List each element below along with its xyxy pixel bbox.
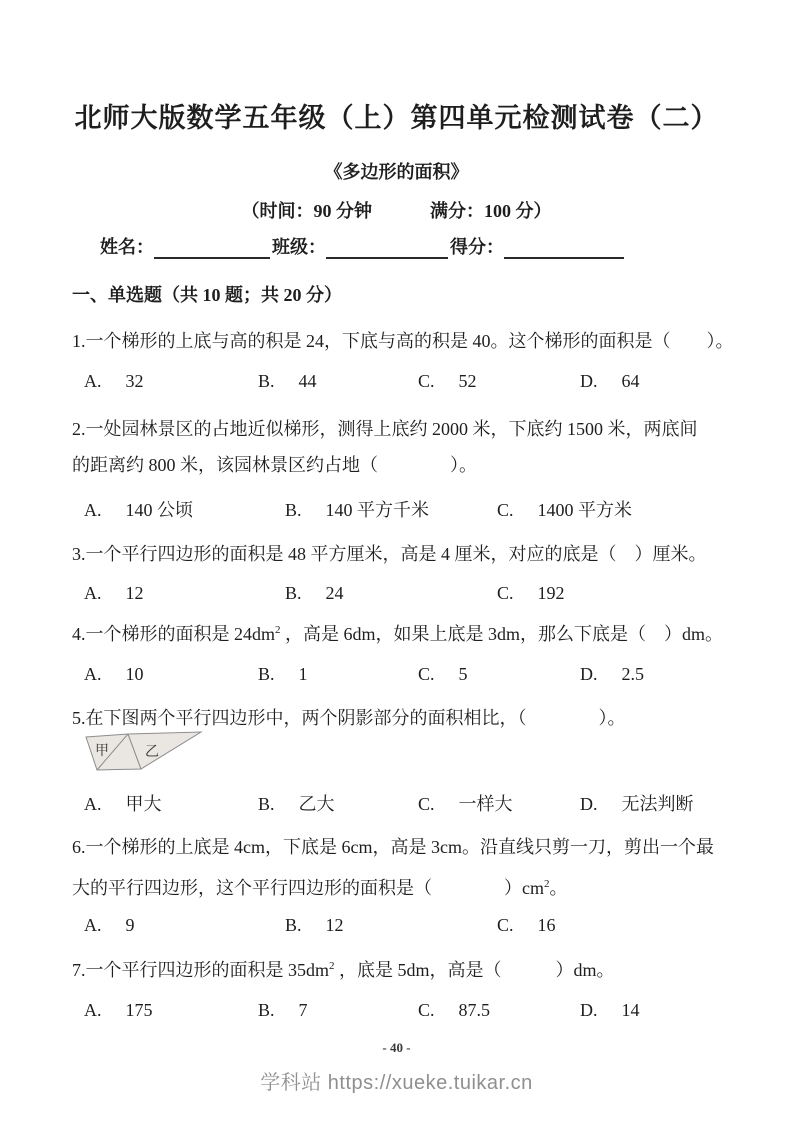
option-value: 1400 平方米 — [537, 500, 633, 520]
question-7-options — [0, 1000, 793, 1026]
question-3-option-b — [285, 583, 344, 604]
question-6-options — [0, 915, 793, 941]
question-7-line-b: ，底是 5dm，高是（ ）dm。 — [334, 960, 615, 980]
option-label: D. — [580, 1000, 598, 1020]
option-value: 175 — [125, 1000, 153, 1020]
question-1-options — [0, 371, 793, 397]
option-value: 44 — [298, 371, 317, 391]
option-value: 24 — [325, 583, 344, 603]
question-5-options — [0, 790, 793, 816]
option-label: A. — [84, 915, 102, 935]
question-5-option-d — [580, 790, 694, 816]
option-value: 无法判断 — [621, 794, 694, 814]
option-value: 32 — [125, 371, 144, 391]
question-4-line-b: ，高是 6dm，如果上底是 3dm，那么下底是（ ）dm。 — [280, 624, 724, 644]
superscript-2: 2 — [544, 878, 550, 890]
option-label: B. — [258, 1000, 275, 1020]
student-info-row — [100, 233, 760, 259]
superscript-2: 2 — [329, 960, 335, 972]
option-label: A. — [84, 583, 102, 603]
option-label: B. — [285, 500, 302, 520]
question-6-line2-a: 大的平行四边形，这个平行四边形的面积是（ ）cm — [72, 878, 544, 898]
option-label: C. — [497, 915, 514, 935]
option-value: 52 — [458, 371, 477, 391]
option-value: 7 — [298, 1000, 308, 1020]
option-label: B. — [285, 915, 302, 935]
option-label: A. — [84, 794, 102, 814]
class-blank-line — [326, 237, 448, 259]
option-label: C. — [418, 794, 435, 814]
option-label: B. — [285, 583, 302, 603]
question-3-options — [0, 583, 793, 609]
option-value: 64 — [621, 371, 640, 391]
question-6-line1: 6.一个梯形的上底是 4cm，下底是 6cm，高是 3cm。沿直线只剪一刀，剪出一个最 — [72, 837, 714, 857]
question-1-option-a — [84, 371, 144, 392]
question-2-line2: 的距离约 800 米，该园林景区约占地（ ）。 — [72, 455, 477, 475]
option-label: A. — [84, 664, 102, 684]
option-label: C. — [418, 371, 435, 391]
option-value: 192 — [537, 583, 565, 603]
option-value: 2.5 — [621, 664, 644, 684]
option-label: A. — [84, 371, 102, 391]
option-value: 12 — [125, 583, 144, 603]
option-label: B. — [258, 371, 275, 391]
question-1-option-b — [258, 371, 317, 392]
question-6-option-c — [497, 915, 556, 936]
option-value: 16 — [537, 915, 556, 935]
question-6-text-line1 — [72, 833, 762, 859]
question-2-option-a — [84, 496, 193, 522]
right-parallelogram-shape — [128, 732, 201, 769]
question-4-line-a: 4.一个梯形的面积是 24dm — [72, 624, 276, 644]
option-label: C. — [497, 583, 514, 603]
question-3-text — [72, 540, 762, 566]
option-value: 14 — [621, 1000, 640, 1020]
question-1-line: 1.一个梯形的上底与高的积是 24，下底与高的积是 40。这个梯形的面积是（ ）。 — [72, 331, 734, 351]
option-label: D. — [580, 664, 598, 684]
question-1-option-d — [580, 371, 640, 392]
option-label: D. — [580, 794, 598, 814]
question-6-option-b — [285, 915, 344, 936]
question-4-text — [72, 620, 762, 646]
option-label: A. — [84, 500, 102, 520]
question-5-line: 5.在下图两个平行四边形中，两个阴影部分的面积相比，（ ）。 — [72, 708, 626, 728]
question-5-parallelogram-figure — [66, 729, 216, 781]
question-2-text-line1 — [72, 415, 762, 441]
question-5-option-b — [258, 790, 335, 816]
option-value: 140 公顷 — [125, 500, 193, 520]
question-2-options — [0, 496, 793, 522]
option-value: 1 — [298, 664, 308, 684]
question-1-text — [72, 327, 762, 353]
question-7-line-a: 7.一个平行四边形的面积是 35dm — [72, 960, 329, 980]
exam-meta — [0, 197, 793, 223]
class-label: 班级： — [272, 237, 326, 257]
option-label: D. — [580, 371, 598, 391]
option-label: A. — [84, 1000, 102, 1020]
question-3-option-c — [497, 583, 565, 604]
option-label: B. — [258, 794, 275, 814]
name-label: 姓名： — [100, 237, 154, 257]
exam-time: （时间：90 分钟 — [241, 201, 372, 221]
label-yi: 乙 — [145, 745, 159, 760]
option-value: 9 — [125, 915, 135, 935]
question-4-option-b — [258, 664, 308, 685]
question-5-text — [72, 704, 762, 730]
question-7-option-c — [418, 1000, 490, 1021]
watermark-site-link: 学科站 https://xueke.tuikar.cn — [260, 1072, 533, 1094]
page-subtitle: 《多边形的面积》 — [324, 162, 469, 182]
label-jia: 甲 — [95, 744, 109, 759]
option-label: C. — [418, 1000, 435, 1020]
option-value: 140 平方千米 — [325, 500, 430, 520]
question-7-option-d — [580, 1000, 640, 1021]
option-value: 一样大 — [458, 794, 513, 814]
question-7-option-a — [84, 1000, 153, 1021]
question-6-option-a — [84, 915, 135, 936]
question-6-text-line2 — [72, 874, 762, 900]
question-7-option-b — [258, 1000, 308, 1021]
question-1-option-c — [418, 371, 477, 392]
option-value: 87.5 — [458, 1000, 491, 1020]
question-5-option-a — [84, 790, 162, 816]
section-heading: 一、单选题（共 10 题；共 20 分） — [72, 285, 342, 305]
question-2-option-b — [285, 496, 429, 522]
question-2-line1: 2.一处园林景区的占地近似梯形，测得上底约 2000 米，下底约 1500 米，两底间 — [72, 419, 698, 439]
name-blank-line — [154, 237, 270, 259]
question-6-line2-b: 。 — [549, 878, 568, 898]
question-4-option-d — [580, 664, 644, 685]
option-value: 乙大 — [298, 794, 335, 814]
option-value: 甲大 — [125, 794, 162, 814]
option-label: B. — [258, 664, 275, 684]
question-2-option-c — [497, 496, 632, 522]
question-4-option-a — [84, 664, 144, 685]
score-blank-line — [504, 237, 624, 259]
option-value: 10 — [125, 664, 144, 684]
exam-full-score: 满分：100 分） — [430, 201, 552, 221]
question-5-option-c — [418, 790, 513, 816]
page-title: 北师大版数学五年级（上）第四单元检测试卷（二） — [74, 103, 719, 133]
parallelograms-diagram — [66, 729, 216, 781]
question-4-options — [0, 664, 793, 690]
option-label: C. — [418, 664, 435, 684]
option-value: 12 — [325, 915, 344, 935]
score-label: 得分： — [450, 237, 504, 257]
question-7-text — [72, 956, 762, 982]
question-2-text-line2 — [72, 451, 762, 477]
question-3-line: 3.一个平行四边形的面积是 48 平方厘米，高是 4 厘米，对应的底是（ ）厘米。 — [72, 544, 707, 564]
option-label: C. — [497, 500, 514, 520]
question-3-option-a — [84, 583, 144, 604]
question-4-option-c — [418, 664, 468, 685]
option-value: 5 — [458, 664, 468, 684]
page-number: - 40 - — [382, 1040, 411, 1055]
superscript-2: 2 — [275, 624, 281, 636]
